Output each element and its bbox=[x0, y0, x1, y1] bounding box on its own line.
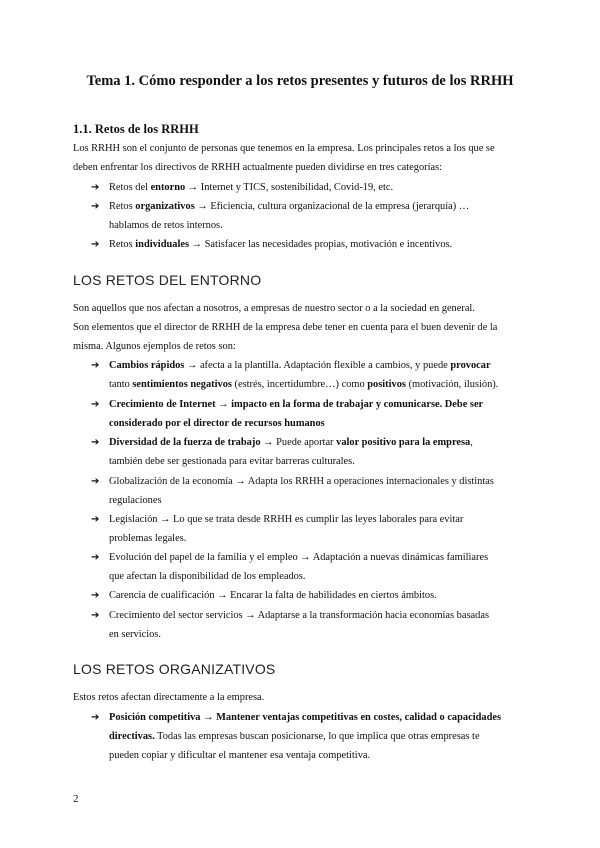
arrow-bullet-icon: ➔ bbox=[91, 201, 100, 212]
section-heading-entorno: LOS RETOS DEL ENTORNO bbox=[73, 272, 262, 288]
list-item: ➔ Retos del entorno → Internet y TICS, sostenibilidad, Covid-19, etc. bbox=[91, 182, 394, 193]
paragraph-line: Los RRHH son el conjunto de personas que tenemos en la empresa. Los principales retos a los que se bbox=[73, 143, 495, 154]
section-heading-organizativos: LOS RETOS ORGANIZATIVOS bbox=[73, 661, 276, 677]
list-item-continuation: en servicios. bbox=[109, 629, 161, 640]
paragraph-line: Son aquellos que nos afectan a nosotros, a empresas de nuestro sector o a la sociedad en general. bbox=[73, 303, 475, 314]
paragraph-line: Son elementos que el director de RRHH de la empresa debe tener en cuenta para el buen devenir de la bbox=[73, 322, 498, 333]
paragraph-line: misma. Algunos ejemplos de retos son: bbox=[73, 341, 236, 352]
arrow-bullet-icon: ➔ bbox=[91, 514, 100, 525]
list-item: ➔ Crecimiento de Internet → impacto en la forma de trabajar y comunicarse. Debe ser bbox=[91, 399, 484, 410]
list-item-continuation: hablamos de retos internos. bbox=[109, 220, 223, 231]
arrow-bullet-icon: ➔ bbox=[91, 437, 100, 448]
list-item: ➔ Cambios rápidos → afecta a la plantilla. Adaptación flexible a cambios, y puede provocar bbox=[91, 360, 491, 371]
arrow-bullet-icon: ➔ bbox=[91, 399, 100, 410]
list-item-continuation: tanto sentimientos negativos (estrés, incertidumbre…) como positivos (motivación, ilusión). bbox=[109, 379, 499, 390]
list-item: ➔ Crecimiento del sector servicios → Adaptarse a la transformación hacia economías basadas bbox=[91, 610, 489, 621]
arrow-bullet-icon: ➔ bbox=[91, 476, 100, 487]
arrow-bullet-icon: ➔ bbox=[91, 360, 100, 371]
list-item-continuation: que afectan la disponibilidad de los empleados. bbox=[109, 571, 306, 582]
list-item-continuation: pueden copiar y dificultar el mantener esa ventaja competitiva. bbox=[109, 750, 371, 761]
arrow-bullet-icon: ➔ bbox=[91, 590, 100, 601]
arrow-bullet-icon: ➔ bbox=[91, 712, 100, 723]
arrow-bullet-icon: ➔ bbox=[91, 610, 100, 621]
list-item: ➔ Retos individuales → Satisfacer las necesidades propias, motivación e incentivos. bbox=[91, 239, 453, 250]
list-item: ➔ Diversidad de la fuerza de trabajo → Puede aportar valor positivo para la empresa, bbox=[91, 437, 473, 448]
list-item-continuation: problemas legales. bbox=[109, 533, 187, 544]
page-number: 2 bbox=[73, 793, 79, 805]
section-heading-retos: 1.1. Retos de los RRHH bbox=[73, 122, 199, 136]
page-title: Tema 1. Cómo responder a los retos presentes y futuros de los RRHH bbox=[86, 73, 514, 89]
list-item: ➔ Evolución del papel de la familia y el empleo → Adaptación a nuevas dinámicas familiares bbox=[91, 552, 489, 563]
list-item-continuation: regulaciones bbox=[109, 495, 162, 506]
list-item-continuation: también debe ser gestionada para evitar barreras culturales. bbox=[109, 456, 355, 467]
list-item: ➔ Retos organizativos → Eficiencia, cultura organizacional de la empresa (jerarquía) … bbox=[91, 201, 470, 212]
arrow-bullet-icon: ➔ bbox=[91, 239, 100, 250]
list-item: ➔ Posición competitiva → Mantener ventajas competitivas en costes, calidad o capacidades bbox=[91, 712, 502, 723]
list-item-continuation: considerado por el director de recursos humanos bbox=[109, 418, 325, 429]
list-item-continuation: directivas. Todas las empresas buscan posicionarse, lo que implica que otras empresas te bbox=[109, 731, 480, 742]
paragraph-line: Estos retos afectan directamente a la empresa. bbox=[73, 692, 265, 703]
arrow-bullet-icon: ➔ bbox=[91, 552, 100, 563]
list-item: ➔ Globalización de la economía → Adapta los RRHH a operaciones internacionales y distintas bbox=[91, 476, 494, 487]
list-item: ➔ Legislación → Lo que se trata desde RRHH es cumplir las leyes laborales para evitar bbox=[91, 514, 464, 525]
paragraph-line: deben enfrentar los directivos de RRHH actualmente pueden dividirse en tres categorías: bbox=[73, 162, 443, 173]
arrow-bullet-icon: ➔ bbox=[91, 182, 100, 193]
list-item: ➔ Carencia de cualificación → Encarar la falta de habilidades en ciertos ámbitos. bbox=[91, 590, 437, 601]
